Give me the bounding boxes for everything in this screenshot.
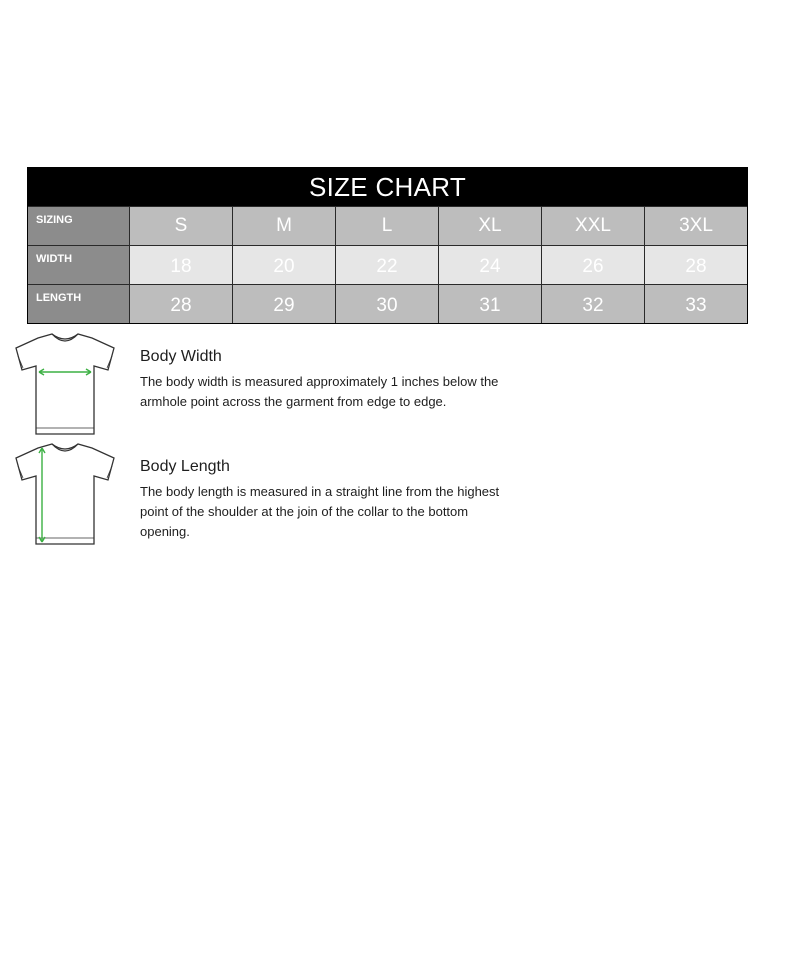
- body-width-description: The body width is measured approximately 1 inches below the armhole point across the garment from edge to edge.: [140, 374, 499, 409]
- row-label-sizing: SIZING: [28, 207, 130, 245]
- row-length: [28, 284, 747, 323]
- size-cell: XL: [439, 207, 542, 245]
- size-chart-title: SIZE CHART: [28, 168, 747, 206]
- body-length-title: Body Length: [140, 458, 230, 475]
- length-cell: 28: [130, 285, 233, 323]
- width-cell: 26: [542, 246, 645, 284]
- size-cell: XXL: [542, 207, 645, 245]
- body-width-title: Body Width: [140, 348, 222, 365]
- length-cell: 30: [336, 285, 439, 323]
- size-cell: M: [233, 207, 336, 245]
- length-cell: 33: [645, 285, 747, 323]
- tshirt-length-icon: [12, 440, 118, 548]
- width-cell: 20: [233, 246, 336, 284]
- tshirt-width-icon: [12, 330, 118, 438]
- length-cell: 29: [233, 285, 336, 323]
- row-label-width: WIDTH: [28, 246, 130, 284]
- length-cell: 32: [542, 285, 645, 323]
- size-cell: S: [130, 207, 233, 245]
- size-cell: L: [336, 207, 439, 245]
- size-chart-table: [27, 167, 748, 324]
- row-sizing: [28, 206, 747, 245]
- row-width: [28, 245, 747, 284]
- width-cell: 24: [439, 246, 542, 284]
- width-cell: 18: [130, 246, 233, 284]
- width-cell: 28: [645, 246, 747, 284]
- size-cell: 3XL: [645, 207, 747, 245]
- body-length-description: The body length is measured in a straight line from the highest point of the shoulder at the join of the collar to the bottom opening.: [140, 484, 500, 539]
- width-cell: 22: [336, 246, 439, 284]
- row-label-length: LENGTH: [28, 285, 130, 323]
- length-cell: 31: [439, 285, 542, 323]
